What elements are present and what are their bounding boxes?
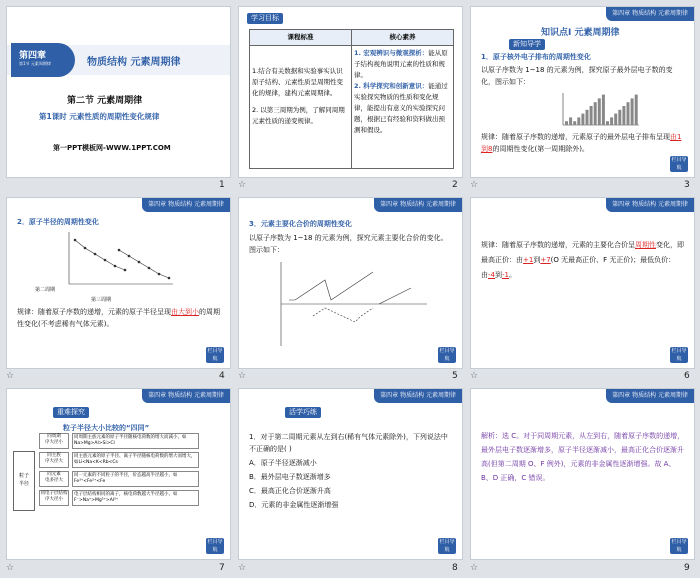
slide-2[interactable] — [238, 6, 463, 178]
header-bar: 第四章 物质结构 元素周期律 — [142, 198, 230, 212]
star-icon: ☆ — [238, 371, 247, 381]
star-icon: ☆ — [6, 371, 15, 381]
answer-4: -4 — [488, 271, 495, 279]
answer-2: +1 — [523, 256, 534, 264]
core-1-head: 1. 宏观辨识与微观探析： — [354, 49, 429, 57]
standards-cell — [250, 46, 352, 169]
slide-number-2: 2 — [452, 180, 458, 190]
option-b[interactable]: B．最外层电子数逐渐增多 — [249, 473, 331, 481]
header-bar: 第四章 物质结构 元素周期律 — [374, 198, 462, 212]
header-bar: 第四章 物质结构 元素周期律 — [142, 389, 230, 403]
label-period-2: 第二周期 — [35, 287, 56, 293]
text-6: 。 — [508, 271, 516, 279]
rule-text — [481, 131, 686, 155]
lesson-title: 第1课时 元素性质的周期性变化规律 — [39, 112, 160, 121]
star-icon: ☆ — [470, 563, 479, 573]
nav-button[interactable]: 栏目导航 — [207, 539, 223, 553]
slide-number-7: 7 — [219, 563, 225, 573]
objectives-tag: 学习目标 — [247, 13, 283, 24]
chapter-badge — [11, 43, 75, 77]
core-1: 能从原子结构视角说明元素的性质和规律。 — [354, 49, 448, 79]
four-same-title: 粒子半径大小比较的“四同” — [63, 424, 150, 432]
radius-chart — [67, 230, 177, 292]
answer-1: 周期性 — [635, 241, 656, 249]
question-3: 3．元素主要化合价的周期性变化 — [249, 220, 352, 228]
rule-3-short: 电多径大 — [45, 478, 63, 483]
practice-tag: 活学巧练 — [285, 407, 321, 418]
electron-bar — [573, 121, 576, 125]
star-icon: ☆ — [470, 371, 479, 381]
rule-2: 的周期性变化(第一周期除外)。 — [492, 145, 589, 153]
core-cell — [352, 46, 454, 169]
rule-4-desc: 电子层结构相同的离子，核电荷数越大半径越小，如F⁻>Na⁺>Mg²⁺>Al³⁺ — [72, 490, 199, 506]
nav-button[interactable]: 栏目导航 — [671, 348, 687, 362]
col-standard: 课程标准 — [250, 30, 352, 46]
label-period-3: 第三周期 — [91, 297, 112, 303]
rule-4-name: 同电子层结构 — [40, 491, 68, 496]
rule-text — [481, 238, 686, 283]
footer-text: 第一PPT模板网-WWW.1PPT.COM — [53, 144, 171, 152]
question-1: 1．原子核外电子排布的周期性变化 — [481, 53, 591, 61]
slide-8[interactable] — [238, 388, 463, 560]
electron-bar — [614, 114, 617, 125]
rule-4-short: 序大径小 — [45, 497, 63, 502]
slide-number-8: 8 — [452, 563, 458, 573]
chapter-label: 第四章 — [19, 51, 47, 61]
knowledge-title: 知识点Ⅰ 元素周期律 — [541, 28, 620, 38]
nav-button[interactable]: 栏目导航 — [671, 157, 687, 171]
valence-chart — [279, 260, 429, 350]
electron-bar — [631, 98, 634, 125]
description: 以原子序数为 1~18 的元素为例，探究元素主要化合价的变化。图示如下： — [249, 234, 448, 254]
slide-number-5: 5 — [452, 371, 458, 381]
nav-button[interactable]: 栏目导航 — [439, 539, 455, 553]
slide-7[interactable] — [6, 388, 231, 560]
slide-9[interactable] — [470, 388, 695, 560]
rule-3-desc: 同一元素的不同粒子的半径，价态越高半径越小，如Fe³⁺<Fe²⁺<Fe — [72, 471, 199, 487]
rule-2: 的周期性变化(不考虑稀有气体元素)。 — [17, 308, 220, 328]
slide-number-1: 1 — [219, 180, 225, 190]
rule-1-desc: 同周期主族元素的原子半径随核电荷数的增大而减小，如Na>Mg>Al>Si>Cl — [72, 433, 199, 449]
slide-4[interactable] — [6, 197, 231, 369]
slide-title: 物质结构 元素周期律 — [87, 57, 181, 68]
text-5: 到 — [494, 271, 502, 279]
slide-3[interactable] — [470, 6, 695, 178]
electron-bar — [627, 102, 630, 125]
star-icon: ☆ — [470, 180, 479, 190]
option-c[interactable]: C．最高正化合价逐渐升高 — [249, 487, 331, 495]
rule: 规律：随着原子序数的递增，元素的主要化合价呈 — [481, 241, 635, 249]
slide-number-6: 6 — [684, 371, 690, 381]
electron-bar — [577, 117, 580, 125]
rule-1-short: 序大径小 — [45, 440, 63, 445]
electron-bar — [590, 106, 593, 125]
header-bar: 第四章 物质结构 元素周期律 — [606, 198, 694, 212]
solution-text: 解析：选 C。对于同周期元素，从左到右，随着原子序数的递增，最外层电子数逐渐增多，原子半径逐渐减小，最高正化合价逐渐升高(但第二周期 O、F 例外)，元素的非金属性逐渐增强。故 A、B、D 正确，C 错误。 — [481, 432, 685, 482]
electron-bar — [565, 121, 568, 125]
electron-bar — [569, 117, 572, 125]
electron-bar — [618, 110, 621, 125]
objectives-table — [249, 29, 454, 169]
rule: 规律：随着原子序数的递增，元素原子的最外层电子排布呈现 — [481, 133, 670, 141]
electron-bar — [581, 114, 584, 125]
electron-bar — [602, 95, 605, 125]
electron-bar — [598, 98, 601, 125]
slide-6[interactable] — [470, 197, 695, 369]
particle-radius: 粒子 半径 — [13, 451, 35, 511]
slide-number-4: 4 — [219, 371, 225, 381]
electron-bar — [622, 106, 625, 125]
slide-number-3: 3 — [684, 180, 690, 190]
header-bar: 第四章 物质结构 元素周期律 — [606, 7, 694, 21]
header-bar: 第四章 物质结构 元素周期律 — [374, 389, 462, 403]
star-icon: ☆ — [238, 563, 247, 573]
electron-bar — [635, 95, 638, 125]
slide-5[interactable] — [238, 197, 463, 369]
slide-number-9: 9 — [684, 563, 690, 573]
rule-2-desc: 同主族元素的原子半径、离子半径随核电荷数的增大而增大，如Li<Na<K<Rb<Cs — [72, 452, 199, 468]
question-2: 2．原子半径的周期性变化 — [17, 218, 99, 226]
description: 以原子序数为 1~18 的元素为例，探究原子最外层电子数的变化，图示如下： — [481, 66, 673, 86]
standard-1: 1.结合有关数据和实验事实认识原子结构、元素性质呈周期性变化的规律，建构元素周期律。 — [252, 67, 343, 97]
rule-2-short: 序大径大 — [45, 459, 63, 464]
rule-text — [17, 306, 222, 330]
difficulty-tag: 重难探究 — [53, 407, 89, 418]
rule-2-name: 同主族 — [47, 453, 61, 458]
answer: 由大到小 — [171, 308, 199, 316]
question: 1．对于第二周期元素从左到右(稀有气体元素除外)，下列说法中不正确的是( ) — [249, 433, 448, 453]
nav-button[interactable]: 栏目导航 — [207, 348, 223, 362]
star-icon: ☆ — [6, 563, 15, 573]
header-bar: 第四章 物质结构 元素周期律 — [606, 389, 694, 403]
rule-3-name: 同元素 — [47, 472, 61, 477]
nav-button[interactable]: 栏目导航 — [439, 348, 455, 362]
option-a[interactable]: A．原子半径逐渐减小 — [249, 459, 317, 467]
rule-1-name: 同周期 — [47, 434, 61, 439]
electron-bar — [586, 110, 589, 125]
core-2: 能通过实验探究物质的性质和变化规律，能提出有意义的实验探究问题，根据已有经验和资料做出预测和假设。 — [354, 82, 448, 134]
standard-2: 2. 以第三周期为例，了解同周期元素性质的递变规律。 — [252, 106, 345, 125]
guide-tag: 新知导学 — [509, 39, 545, 50]
text-2: 变化，即最高正价：由 — [481, 241, 684, 264]
text-4: (O 无最高正价、F 无正价)；最低负价：由 — [481, 256, 676, 279]
electron-bar — [594, 102, 597, 125]
electron-bar — [606, 121, 609, 125]
answer: 由1到8 — [481, 133, 682, 153]
star-icon: ☆ — [238, 180, 247, 190]
option-d[interactable]: D．元素的非金属性逐渐增强 — [249, 501, 339, 509]
answer-5: -1 — [501, 271, 509, 279]
text-3: 到 — [533, 256, 541, 264]
section-title: 第二节 元素周期律 — [67, 96, 143, 106]
electron-bar — [610, 117, 613, 125]
rule: 规律：随着原子序数的递增，元素的原子半径呈现 — [17, 308, 171, 316]
core-2-head: 2. 科学探究和创新意识： — [354, 82, 429, 90]
answer-3: +7 — [540, 256, 551, 264]
four-same-list — [39, 433, 199, 506]
col-core: 核心素养 — [352, 30, 454, 46]
nav-button[interactable]: 栏目导航 — [671, 539, 687, 553]
slide-1[interactable] — [6, 6, 231, 178]
electron-bar-chart — [561, 91, 641, 127]
chapter-sub: 第1节 元素周期律 — [19, 61, 51, 66]
